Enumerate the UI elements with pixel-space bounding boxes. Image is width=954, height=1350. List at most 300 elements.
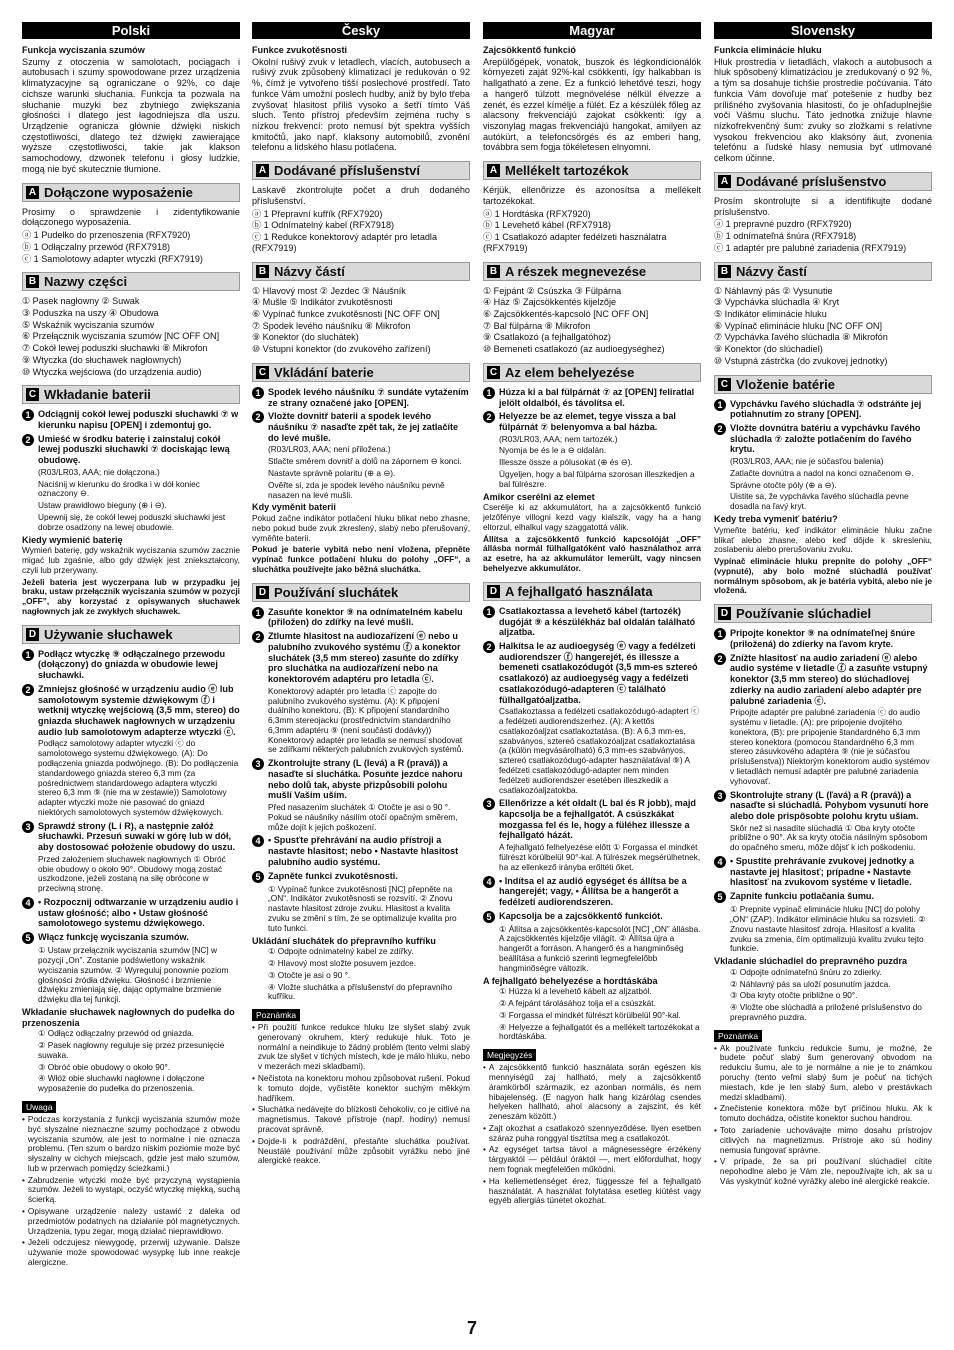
section-letter-icon: A — [487, 164, 500, 177]
bullet-icon: • — [714, 1156, 717, 1167]
usage-note: ① Ustaw przełącznik wyciszania szumów [NC] w pozycji „On”. Zostanie podświetlony wskaźnik wyciszania szumów. ② Wyreguluj ponownie poziom głośności źródła dźwięku. Głośność i brzmienie dźwięku zmieniają się, dając optymalne brzmienie dźwięku dla tej funkcji. — [38, 945, 229, 1005]
step-text: • Indítsa el az audió egységet és állítsa be a hangerejét; vagy, • Állítsa be a hangerőt a fedélzeti audiorendszeren. — [499, 875, 687, 907]
bullet-icon: • — [252, 1135, 255, 1146]
section-letter-icon: D — [718, 607, 731, 620]
section-letter-icon: A — [26, 186, 39, 199]
section-title: Używanie słuchawek — [44, 626, 173, 642]
part-name-item: ⑦ Spodek levého náušníku ⑧ Mikrofon — [252, 320, 411, 331]
step-number-icon: 2 — [22, 684, 34, 696]
battery-note: Správne otočte póly (⊕ a ⊖). — [730, 479, 837, 490]
battery-step — [483, 387, 701, 408]
usage-note: ① Vypínač funkce zvukotěsnosti [NC] přepněte na „ON“. Indikátor zvukotěsnosti se rozsvítí. ② Znovu nastavte hlasitost zdroje zvuku. Hlasitost a kvalita zvuku se změní s tím, že se optimalizuje kvalita pro tuto funkci. — [268, 883, 457, 933]
replace-title: Kedy treba vymeniť batériu? — [714, 514, 838, 525]
battery-note: (R03/LR03, AAA; nie dołączona.) — [38, 466, 160, 477]
step-text: Ellenőrizze a két oldalt (L bal és R jobb), majd kapcsolja be a fejhallgatót. A csúszkákat mozgassa fel és le, hogy a füléhez illessze a fejhallgató házát. — [499, 798, 696, 841]
usage-step — [252, 758, 470, 801]
battery-note: (R03/LR03, AAA; není přiložena.) — [268, 444, 391, 455]
section-battery — [22, 385, 240, 404]
replace-warning: Állítsa a zajcsökkentő funkció kapcsolóját „OFF” állásba normál fülhallgatóként való használathoz arra az esetre, ha az akkumulátor lemerült, vagy nincsen behelyezve akkumulátor. — [483, 533, 701, 573]
accessory-item: ⓒ 1 Samolotowy adapter wtyczki (RFX7919) — [22, 253, 203, 264]
step-number-icon: 1 — [714, 628, 726, 640]
section-title: Nazwy części — [44, 274, 128, 290]
section-battery — [483, 363, 701, 382]
step-number-icon: 1 — [483, 606, 495, 618]
accessory-item: ⓒ 1 Csatlakozó adapter fedélzeti használatra (RFX7919) — [483, 232, 667, 253]
note-bullet — [252, 1074, 470, 1103]
usage-note: Skôr než si nasadíte slúchadlá ① Oba kryty otočte približne o 90°. Ak sa kryty otočia násilným spôsobom do opačného smeru, môže dôjsť k ich poškodeniu. — [730, 822, 928, 853]
step-number-icon: 2 — [714, 653, 726, 665]
section-title: Názvy částí — [274, 263, 345, 279]
section-part-names — [483, 262, 701, 281]
part-name-item: ① Pasek nagłowny ② Suwak — [22, 296, 140, 307]
part-name-item: ⑤ Indikátor eliminácie hluku — [714, 308, 827, 319]
usage-step — [22, 649, 240, 681]
part-name-item: ⑨ Wtyczka (do słuchawek nagłownych) — [22, 354, 182, 365]
battery-step — [22, 409, 240, 430]
step-text: Húzza ki a bal fülpárnát ⑦ az [OPEN] feliratlal jelölt oldalból, és távolítsa el. — [499, 386, 695, 408]
pack-step: ② Pasek nagłowny reguluje się przez przesunięcie suwaka. — [38, 1040, 225, 1060]
section-letter-icon: C — [256, 366, 269, 379]
usage-step — [714, 891, 932, 903]
bullet-icon: • — [714, 1124, 717, 1135]
step-number-icon: 2 — [714, 423, 726, 435]
battery-note: (R03/LR03, AAA; nem tartozék.) — [499, 433, 618, 444]
part-name-item: ⑦ Cokół lewej poduszki słuchawki ⑧ Mikrofon — [22, 343, 208, 354]
accessories-intro: Prosimy o sprawdzenie i zidentyfikowanie dołączonego wyposażenia. — [22, 206, 240, 228]
step-number-icon: 5 — [252, 871, 264, 883]
part-name-item: ① Náhlavný pás ② Vysunutie — [714, 285, 833, 296]
step-text: Podłącz wtyczkę ⑨ odłączalnego przewodu (dołączony) do gniazda w obudowie lewej słuchawki. — [38, 648, 226, 681]
section-usage — [22, 625, 240, 644]
battery-note: Nastavte správně polaritu (⊕ a ⊖). — [268, 467, 396, 478]
usage-step — [22, 684, 240, 738]
battery-note: Ověřte si, zda je spodek levého náušníku pevně nasazen na levé mušli. — [268, 479, 445, 500]
step-text: • Spustite prehrávanie zvukovej jednotky a nastavte jej hlasitosť; prípadne • Nastavte hlasitosť na zvukovom systéme v lietadle. — [730, 856, 915, 888]
note-text: A zajcsökkentő funkció használata során egészen kis mennyiségű zaj hallható, mely a zajcsökkentő áramkörből származik, ez azonban normális, és nem hibajelenség. (E nagyon halk hang kizárólag csendes helyeken hallható, ahol alacsony a zajszint, és két zeneszám között.) — [488, 1062, 701, 1122]
part-name-item: ④ Mušle ⑤ Indikátor zvukotěsnosti — [252, 297, 393, 308]
part-name-item: ⑩ Wtyczka wejściowa (do urządzenia audio) — [22, 366, 202, 377]
step-number-icon: 2 — [22, 434, 34, 446]
usage-step — [22, 821, 240, 853]
step-number-icon: 1 — [22, 409, 34, 421]
note-text: V prípade, že sa pri používaní slúchadiel cítite nepohodlne alebo je Vám zle, nepoužívajte ich, ak sa u Vás vyskytnúť kožné vyrážky alebo iné alergické reakcie. — [719, 1156, 932, 1186]
note-text: Zajt okozhat a csatlakozó szennyeződése. Ilyen esetben száraz puha ronggyal tisztítsa meg a csatlakozót. — [488, 1122, 701, 1143]
noise-body: Arepülőgépek, vonatok, buszok és légkondicionálók környezeti zaját 92%-kal csökkenti, így halkabban is hallgatható a zene. Ez a funkció lehetővé teszi, hogy a hangerő túlzott megnövelése nélkül élvezze a zenét, és ezzel kímélje a fülét. Ez a készülék főleg az alacsony frekvenciájú zajokat csökkenti: így a viszonylag magas frekvenciájú hangokat, amilyen az autókürt, a telefoncsörgés és az emberi hang, továbbra sem fogja tökéletesen elnyomni. — [483, 56, 701, 153]
usage-step — [252, 631, 470, 685]
part-name-item: ⑤ Wskaźnik wyciszania szumów — [22, 319, 154, 330]
section-title: Názvy častí — [736, 263, 807, 279]
note-bullet — [22, 1115, 240, 1174]
noise-title: Zajcsökkentő funkció — [483, 45, 576, 55]
note-text: Při použití funkce redukce hluku lze slyšet slabý zvuk generovaný okruhem, který redukuje hluk. Toto je normální a neindikuje to žádný problém (tento velmi slabý zvuk lze slyšet v tichých místech, kde je málo hluku, nebo v mezerách mezi skladbami). — [257, 1022, 470, 1072]
pack-title: Vkladanie slúchadiel do prepravného puzdra — [714, 956, 908, 967]
noise-title: Funkcia eliminácie hluku — [714, 45, 822, 55]
note-text: Jeżeli odczujesz niewygodę, przerwij używanie. Dalsze używanie może spowodować wysypkę lub inne reakcje alergiczne. — [27, 1237, 240, 1267]
step-text: Odciągnij cokół lewej poduszki słuchawki ⑦ w kierunku napisu [OPEN] i zdemontuj go. — [38, 409, 239, 430]
step-text: Vložte dovnitř baterii a spodek levého náušníku ⑦ nasaďte zpět tak, že jej zatlačíte do levé mušle. — [268, 411, 459, 443]
note-text: Sluchátka nedávejte do blízkosti čehokoliv, co je citlivé na magnetismus. Takové přístroje (např. hodiny) nemusí pracovat správně. — [257, 1104, 470, 1134]
replace-warning: Vypínač eliminácie hluku prepnite do polohy „OFF“ (vypnuté), aby bolo možné slúchadlá používať normálnym spôsobom, ak je batéria vybitá, alebo nie je vložená. — [714, 556, 932, 596]
column-polski — [22, 22, 240, 1270]
usage-note: Przed założeniem słuchawek nagłownych ① Obróć obie obudowy o około 90°. Obudowy mogą zostać uszkodzone, jeżeli zostaną na siłę obrócone w przeciwną stronę. — [38, 853, 226, 894]
pack-step: ④ Helyezze a fejhallgatót és a mellékelt tartozékokat a hordtáskába. — [499, 1021, 700, 1042]
accessories-intro: Prosím skontrolujte si a identifikujte dodané príslušenstvo. — [714, 195, 932, 217]
section-title: Dodávané příslušenství — [274, 163, 420, 179]
replace-body: Wymień baterię, gdy wskaźnik wyciszania szumów zacznie migać lub zgaśnie, albo gdy dźwięk jest zniekształcony, czyli lub przerywany. — [22, 545, 240, 575]
section-part-names — [714, 262, 932, 281]
section-part-names — [252, 262, 470, 281]
step-number-icon: 2 — [252, 631, 264, 643]
section-usage — [252, 583, 470, 602]
accessory-item: ⓑ 1 Odnímatelný kabel (RFX7918) — [252, 220, 395, 231]
note-bullet — [483, 1063, 701, 1122]
usage-note: Csatlakoztassa a fedélzeti csatlakozódugó-adaptert ⓒ a fedélzeti audiorendszerhez. (A): A kettős csatlakozóaljzat csatlakoztatása. (B): A 6,3 mm-es, szabványos, sztereó csatlakozóaljzat csatlakoztatása (a (külön megvásárolható) 6,3 mm-es szabványos, sztereó csatlakozódugó-adapter használatával ⑨) A fedélzeti csatlakozódugó-adapter nem minden fedélzeti audiorendszer esetében illeszkedik a csatlakozóaljzatokba. — [499, 706, 700, 795]
accessory-item: ⓐ 1 Pudełko do przenoszenia (RFX7920) — [22, 230, 191, 241]
section-letter-icon: B — [718, 265, 731, 278]
section-letter-icon: C — [718, 378, 731, 391]
section-letter-icon: A — [718, 175, 731, 188]
note-text: Ha kellemetlenséget érez, függessze fel a fejhallgató használatát. A használat folytatása esetleg kiütést vagy egyéb allergiás tünetet okozhat. — [488, 1175, 701, 1206]
section-letter-icon: D — [256, 586, 269, 599]
battery-note: Uistite sa, že vypchávka ľavého slúchadla pevne dosadla na ľavý kryt. — [730, 491, 909, 512]
bullet-icon: • — [22, 1174, 25, 1185]
note-text: Zabrudzenie wtyczki może być przyczyną wystąpienia szumów. Jeżeli to wystąpi, oczyść wtyczkę miękką, suchą ścierką. — [27, 1174, 241, 1205]
usage-note: Podłącz samolotowy adapter wtyczki ⓒ do samolotowego systemu dźwiękowego. (A): Do podłączenia gniazda podwójnego. (B): Do podłączenia standardowego gniazda stereo 6,3 mm (za pośrednictwem standardowego adaptera wtyczki stereo 6,3 mm ⑨ (nie ma w zestawie)) Samolotowy adapter wtyczki może nie pasować do gniazd niektórych samolotowych systemów dźwiękowych. — [38, 738, 239, 817]
pack-title: Wkładanie słuchawek nagłownych do pudełka do przenoszenia — [22, 1006, 235, 1028]
section-letter-icon: D — [26, 628, 39, 641]
step-text: • Spusťte přehrávání na audio přístroji a nastavte hlasitost; nebo • Nastavte hlasitost palubního audio systému. — [268, 835, 459, 867]
step-number-icon: 4 — [714, 856, 726, 868]
usage-step — [483, 911, 701, 923]
note-text: Podczas korzystania z funkcji wyciszania szumów może być słyszalne nieznaczne szumy pochodzące z obwodu wyciszania szumów, ale jest to normalne i nie oznacza problemu. (Ten szum o bardzo niskim poziomie może być słyszalny w cichych miejscach, gdzie jest mało szumów, lub w przerwach pomiędzy ścieżkami.) — [27, 1113, 240, 1173]
section-title: A részek megnevezése — [505, 263, 647, 279]
battery-note: Ustaw prawidłowo bieguny (⊕ i ⊖). — [38, 500, 167, 511]
step-number-icon: 1 — [714, 399, 726, 411]
note-bullet — [252, 1137, 470, 1166]
language-header: Slovensky — [714, 22, 932, 39]
pack-step: ② Hlavový most složte posuvem jezdce. — [268, 958, 417, 968]
section-letter-icon: A — [256, 164, 269, 177]
bullet-icon: • — [714, 1042, 717, 1053]
part-name-item: ⑥ Zajcsökkentés-kapcsoló [NC OFF ON] — [483, 308, 649, 319]
usage-step — [483, 876, 701, 908]
step-text: • Rozpocznij odtwarzanie w urządzeniu audio i ustaw głośność; albo • Ustaw głośność samolotowego systemu dźwiękowego. — [38, 897, 239, 929]
step-text: Kapcsolja be a zajcsökkentő funkciót. — [499, 910, 663, 921]
pack-step: ① Odpojte odnímateľnú šnúru zo zdierky. — [730, 966, 882, 977]
section-letter-icon: B — [487, 265, 500, 278]
replace-body: Pokud začne indikátor potlačení hluku blikat nebo zhasne, nebo pokud bude zvuk zkreslený, slabý nebo přerušovaný, vyměňte baterii. — [252, 513, 470, 543]
usage-step — [714, 628, 932, 649]
part-name-item: ⑩ Bemeneti csatlakozó (az audioegységhez) — [483, 344, 665, 355]
part-name-item: ⑥ Przełącznik wyciszania szumów [NC OFF ON] — [22, 331, 220, 342]
section-title: A fejhallgató használata — [505, 583, 653, 599]
step-text: Vypchávku ľavého slúchadla ⑦ odstráňte jej potiahnutím zo strany [OPEN]. — [730, 398, 922, 420]
usage-note: ① Állítsa a zajcsökkentés-kapcsolót [NC] „ON” állásba. A zajcsökkentés kijelzője világít. ② Állítsa újra a hangerőt a forráson. A hangerő és a hangminőség beállítása a funkció szerinti legmegfelelőbb hangminőségre változik. — [499, 923, 701, 973]
section-letter-icon: C — [487, 366, 500, 379]
battery-note: Upewnij się, że cokół lewej poduszki słuchawki jest dobrze osadzony na lewej obudowie. — [38, 511, 226, 532]
usage-step — [22, 932, 240, 944]
note-text: Ak používate funkciu redukcie šumu, je možné, že budete počuť slabý šum generovaný obvodom na redukciu šumu, ale to je normálne a nie je to známkou poruchy (tento veľmi slabý šum je počuť na tichých miestach, kde je len slabý šum, alebo v prestávkach medzi skladbami). — [719, 1042, 932, 1102]
step-text: Włącz funkcję wyciszania szumów. — [38, 932, 189, 943]
usage-note: Pripojte adaptér pre palubné zariadenia ⓒ do audio systému v lietadle. (A): pre pripojenie dvojitého konektora, (B): pre pripojenie štandardného 6,3 mm stereo konektora (pomocou štandardného 6,3 mm stereo zásuvkového adaptéra ⑨ (nie je súčasťou príslušenstva)) Niektorým konektorom audio systémov v lietadlách nemusí adaptér pre palubné zariadenia vyhovovať. — [730, 707, 930, 786]
accessory-item: ⓐ 1 Hordtáska (RFX7920) — [483, 208, 591, 219]
usage-note: A fejhallgató felhelyezése előtt ① Forgassa el mindkét fülrészt körülbelül 90°-kal. A fülrészek megsérülhetnek, ha az ellenkező irányba erőltéti őket. — [499, 842, 701, 872]
column-slovensky — [714, 22, 932, 1189]
step-number-icon: 2 — [252, 411, 264, 423]
part-name-item: ⑦ Bal fülpárna ⑧ Mikrofon — [483, 320, 591, 331]
step-number-icon: 2 — [483, 641, 495, 653]
section-title: Dołączone wyposażenie — [44, 184, 193, 200]
step-text: Skontrolujte strany (L (ľavá) a R (pravá)) a nasaďte si slúchadlá. Pohybom vysunutí hore alebo dole prispôsobte polohu krytu ušiam. — [730, 789, 929, 821]
pack-step: ① Odłącz odłączalny przewód od gniazda. — [38, 1028, 194, 1039]
battery-step — [714, 423, 932, 455]
noise-body: Okolní rušivý zvuk v letadlech, vlacích, autobusech a rušivý zvuk způsobený klimatizací je redukován o 92 %, čímž je vytvořeno tišší poslechové prostředí. Tato funkce Vám umožní poslech hudby, aniž by bylo třeba zvyšovat hlasitost příliš vysoko a šetří tímto Váš sluch. Tento přístroj především zejména ruchy s nízkou frekvencí: proto nemusí být spektra vyšších kmitočtů, jako např. klaksony automobilů, zvonění telefonu a lidského hlasu potlačena. — [252, 56, 470, 153]
battery-note: Zatlačte dovnútra a nadol na konci označenom ⊖. — [730, 467, 914, 478]
step-number-icon: 1 — [252, 607, 264, 619]
section-letter-icon: B — [256, 265, 269, 278]
note-bullet — [714, 1044, 932, 1103]
accessories-intro: Laskavě zkontrolujte počet a druh dodaného příslušenství. — [252, 185, 470, 206]
section-title: Vloženie batérie — [736, 376, 835, 392]
language-header: Česky — [252, 22, 470, 39]
note-tag: Poznámka — [252, 1009, 300, 1021]
language-header: Magyar — [483, 22, 701, 39]
part-name-item: ⑦ Vypchávka ľavého slúchadla ⑧ Mikrofón — [714, 332, 888, 343]
accessory-item: ⓑ 1 odnímateľná šnúra (RFX7918) — [714, 231, 857, 242]
step-number-icon: 5 — [22, 932, 34, 944]
pack-step: ③ Otočte je asi o 90 °. — [268, 969, 351, 980]
section-battery — [252, 363, 470, 382]
section-title: Používání sluchátek — [274, 584, 399, 600]
step-number-icon: 3 — [252, 758, 264, 770]
note-tag: Poznámka — [714, 1030, 762, 1042]
section-title: Az elem behelyezése — [505, 364, 635, 380]
step-text: Zmniejsz głośność w urządzeniu audio ⓔ lub samolotowym systemie dźwiękowym ⓕ i wetknij wtyczkę wejściową (3,5 mm, stereo) do gniazda słuchawek nagłownych w urządzeniu audio lub samolotowym adapterze wtyczki ⓒ. — [38, 683, 240, 737]
part-name-item: ⑨ Csatlakozó (a fejhallgatóhoz) — [483, 332, 611, 343]
pack-step: ③ Oba kryty otočte približne o 90°. — [730, 990, 858, 1001]
part-name-item: ③ Poduszka na uszy ④ Obudowa — [22, 307, 159, 318]
part-name-item: ⑩ Vstupní konektor (do zvukového zařízení) — [252, 344, 431, 355]
accessory-item: ⓒ 1 Redukce konektorový adaptér pro letadla (RFX7919) — [252, 232, 438, 253]
replace-title: Kiedy wymienić baterię — [22, 534, 123, 545]
step-text: Ztlumte hlasitost na audiozařízení ⓔ nebo u palubního zvukového systému ⓕ a konektor sluchátek (3,5 mm stereo) zasuňte do zdířky pro sluchátka na audiozařízení nebo na konektorovém adaptéru pro letadla ⓒ. — [268, 631, 461, 685]
part-name-item: ① Fejpánt ② Csúszka ③ Fülpárna — [483, 285, 622, 296]
language-header: Polski — [22, 22, 240, 39]
usage-note: Před nasazením sluchátek ① Otočte je asi o 90 °. Pokud se náušníky násilím otočí opačným směrem, může dojít k jejich poškození. — [268, 802, 458, 832]
note-bullet — [252, 1023, 470, 1072]
step-number-icon: 4 — [252, 835, 264, 847]
step-number-icon: 5 — [483, 911, 495, 923]
battery-note: (R03/LR03, AAA; nie je súčasťou balenia) — [730, 456, 884, 467]
usage-step — [483, 606, 701, 638]
step-number-icon: 2 — [483, 411, 495, 423]
bullet-icon: • — [252, 1022, 255, 1033]
section-accessories — [22, 183, 240, 202]
note-bullet — [483, 1124, 701, 1144]
note-bullet — [483, 1145, 701, 1174]
battery-step — [252, 411, 470, 443]
section-title: Vkládání baterie — [274, 364, 374, 380]
step-text: Zasuňte konektor ⑨ na odnímatelném kabelu (přiložen) do zdířky na levé mušli. — [268, 606, 463, 628]
step-text: Umieść w środku baterię i zainstaluj cokół lewej poduszki słuchawki ⑦ dociskając lewą obudowę. — [38, 433, 230, 466]
bullet-icon: • — [714, 1103, 717, 1114]
note-bullet — [252, 1105, 470, 1134]
pack-step: ② Náhlavný pás sa uloží posunutím jazdca. — [730, 978, 891, 989]
section-usage — [714, 604, 932, 623]
step-number-icon: 1 — [22, 649, 34, 661]
note-text: Az egységet tartsa távol a mágnesességre érzékeny tárgyaktól — például óráktól —, mert előfordulhat, hogy nem fognak megfelelően működni. — [488, 1144, 701, 1175]
section-battery — [714, 375, 932, 394]
step-text: Znížte hlasitosť na audio zariadení ⓔ alebo audio systéme v lietadle ⓕ a zasuňte vstupný konektor (3,5 mm stereo) do slúchadlovej zdierky na audio zariadení alebo adaptér pre palubné zariadenia ⓒ. — [730, 652, 928, 706]
usage-step — [252, 835, 470, 867]
usage-step — [714, 856, 932, 888]
accessory-item: ⓐ 1 prepravné puzdro (RFX7920) — [714, 219, 852, 230]
battery-note: Nyomja be és le a ⊖ oldalán. — [499, 445, 607, 456]
section-title: Mellékelt tartozékok — [505, 163, 629, 179]
step-text: Zkontrolujte strany (L (levá) a R (pravá)) a nasaďte si sluchátka. Posuňte jezdce nahoru nebo dolů tak, abyste přizpůsobili polohu mušlí Vašim uším. — [268, 758, 463, 801]
part-name-item: ⑨ Konektor (do sluchátek) — [252, 332, 359, 343]
accessory-item: ⓑ 1 Odłączalny przewód (RFX7918) — [22, 241, 171, 252]
bullet-icon: • — [252, 1104, 255, 1115]
noise-body: Hluk prostredia v lietadlách, vlakoch a autobusoch a hluk spôsobený klimatizáciou je zredukovaný o 92 %, a tým sa dosahuje tichšie prostredie počúvania. Táto funkcia Vám dovoľuje mať potešenie z hudby bez prílišného zvyšovania hlasitosti, čo je ohľaduplnejšie voči Vášmu sluchu. Táto jednotka znižuje hlavne nízkofrekvenčný šum: zvuky so zložkami s relatívne vysokou frekvenciou ako klaksóny áut, zvonenia telefónu a ľudské hlasy nemusia byť utlmované celkom účinne. — [714, 56, 932, 164]
step-text: Pripojte konektor ⑨ na odnímateľnej šnúre (priložená) do zdierky na ľavom kryte. — [730, 628, 916, 649]
section-title: Wkładanie baterii — [44, 387, 151, 403]
section-letter-icon: C — [26, 388, 39, 401]
usage-step — [483, 641, 701, 705]
note-text: Znečistenie konektora môže byť príčinou hluku. Ak k tomuto dochádza, očistite konektor suchou handrou. — [719, 1103, 932, 1124]
usage-step — [714, 790, 932, 822]
bullet-icon: • — [252, 1073, 255, 1084]
note-bullet — [714, 1126, 932, 1155]
battery-note: Illessze össze a pólusokat (⊕ és ⊖). — [499, 457, 633, 468]
section-letter-icon: D — [487, 585, 500, 598]
bullet-icon: • — [22, 1113, 25, 1124]
step-number-icon: 5 — [714, 891, 726, 903]
replace-body: Cserélje ki az akkumulátort, ha a zajcsökkentő funkció jelzőfénye villogni kezd vagy kialszik, vagy ha a hang eltorzul, elhalkul vagy szaggatottá válik. — [483, 502, 701, 532]
step-text: Vložte dovnútra batériu a vypchávku ľavého slúchadla ⑦ založte potlačením do ľavého krytu. — [730, 422, 921, 455]
part-name-item: ⑨ Konektor (do slúchadiel) — [714, 344, 823, 355]
pack-title: Ukládání sluchátek do přepravního kufříku — [252, 935, 436, 946]
replace-title: Amikor cserélni az elemet — [483, 491, 595, 502]
note-text: Dojde-li k podráždění, přestaňte sluchátka používat. Neustálé používání může způsobit vyrážku nebo jiné alergické reakce. — [257, 1135, 470, 1166]
bullet-icon: • — [483, 1175, 486, 1186]
battery-note: Naciśnij w kierunku do środka i w dół koniec oznaczony ⊖. — [38, 478, 200, 499]
step-text: Sprawdź strony (L i R), a następnie załóż słuchawki. Przesuń suwaki w górę lub w dół, aby dostosować położenie obudowy do uszu. — [38, 820, 236, 853]
usage-note: Konektorový adaptér pro letadla ⓒ zapojte do palubního zvukového systému. (A): K připojení duálního konektoru, (B): K připojení standardního 6,3mm stereojacku (prostřednictvím standardního 6,3mm adaptéru ⑨ (není součástí dodávky)) Konektorový adaptér pro letadla se nemusí shodovat se zdířkami některých palubních zvukových systémů. — [268, 685, 464, 755]
battery-step — [483, 411, 701, 432]
step-number-icon: 4 — [483, 876, 495, 888]
pack-step: ③ Obróć obie obudowy o około 90°. — [38, 1061, 171, 1072]
pack-step: ④ Vložte sluchátka a příslušenství do přepravního kufříku. — [268, 981, 453, 1002]
step-text: Helyezze be az elemet, tegye vissza a bal fülpárnát ⑦ belenyomva a bal házba. — [499, 411, 676, 432]
section-part-names — [22, 272, 240, 291]
accessory-item: ⓐ 1 Přepravní kufřík (RFX7920) — [252, 208, 383, 219]
note-bullet — [483, 1177, 701, 1206]
part-name-item: ③ Vypchávka slúchadla ④ Kryt — [714, 297, 840, 308]
usage-step — [483, 798, 701, 841]
step-text: Zapnite funkciu potlačania šumu. — [730, 891, 875, 902]
step-number-icon: 3 — [714, 790, 726, 802]
step-text: Halkítsa le az audioegység ⓔ vagy a fedélzeti audiorendszer ⓕ hangerejét, és illessze a bemeneti csatlakozódugót (3,5 mm-es sztereó csatlakozó) az audioegység vagy a fedélzeti csatlakozódugó-adapteren ⓒ található fülhallgatóaljzatba. — [499, 640, 698, 705]
step-text: Zapněte funkci zvukotěsnosti. — [268, 870, 398, 881]
replace-body: Vymeňte batériu, keď indikátor eliminácie hluku začne blikať alebo zhasne, alebo keď dôjde k skresleniu, zoslabeniu alebo prerušovaniu zvuku. — [714, 524, 932, 555]
bullet-icon: • — [22, 1206, 25, 1217]
note-bullet — [22, 1207, 240, 1236]
bullet-icon: • — [483, 1144, 486, 1155]
bullet-icon: • — [483, 1122, 486, 1133]
step-text: Csatlakoztassa a levehető kábel (tartozék) dugóját ⑨ a készülékház bal oldalán található aljzatba. — [499, 605, 696, 638]
accessory-item: ⓒ 1 adaptér pre palubné zariadenia (RFX7919) — [714, 242, 907, 253]
column-magyar — [483, 22, 701, 1208]
pack-title: A fejhallgató behelyezése a hordtáskába — [483, 975, 658, 986]
replace-warning: Pokud je baterie vybitá nebo není vložena, přepněte vypínač funkce potlačení hluku do polohy „OFF“, a sluchátka používejte jako běžná sluchátka. — [252, 544, 470, 574]
pack-step: ① Húzza ki a levehető kábelt az aljzatból. — [499, 986, 652, 997]
noise-title: Funkce zvukotěsnosti — [252, 45, 348, 55]
noise-body: Szumy z otoczenia w samolotach, pociągach i autobusach i szumy spowodowane przez urządzenia klimatyzacyjne są ograniczane o 92%, co daje cichsze warunki słuchania. Funkcja ta pozwala na słuchanie muzyki bez zbytniego zwiększania głośności i dlatego jest łagodniejsza dla uszu. Urządzenie ogranicza głównie dźwięki niskich częstotliwości, dlatego też dźwięki zawierające wyższe częstotliwości, takie jak klakson samochodowy, dzwonek telefonu i głosy ludzkie, mogą nie być skutecznie tłumione. — [22, 56, 240, 174]
note-text: Nečistota na konektoru mohou způsobovat rušení. Pokud k tomuto dojde, vyčistěte konektor suchým měkkým hadříkem. — [257, 1073, 470, 1103]
step-number-icon: 3 — [483, 798, 495, 810]
step-number-icon: 3 — [22, 821, 34, 833]
section-accessories — [714, 172, 932, 191]
section-letter-icon: B — [26, 275, 39, 288]
noise-title: Funkcja wyciszania szumów — [22, 45, 145, 55]
usage-step — [714, 653, 932, 707]
battery-step — [714, 399, 932, 420]
part-name-item: ⑥ Vypínač eliminácie hluku [NC OFF ON] — [714, 320, 883, 331]
note-bullet — [22, 1238, 240, 1267]
usage-step — [22, 897, 240, 929]
step-number-icon: 4 — [22, 897, 34, 909]
note-bullet — [22, 1176, 240, 1205]
section-usage — [483, 582, 701, 601]
accessory-item: ⓑ 1 Levehető kábel (RFX7918) — [483, 220, 611, 231]
section-accessories — [483, 161, 701, 180]
part-name-item: ④ Ház ⑤ Zajcsökkentés kijelzője — [483, 297, 617, 308]
battery-step — [252, 387, 470, 408]
note-text: Opisywane urządzenie należy ustawić z daleka od przedmiotów podatnych na działanie pól magnetycznych. Urządzenia, typu zegar, mogą działać nieprawidłowo. — [27, 1206, 240, 1236]
step-number-icon: 1 — [252, 387, 264, 399]
usage-step — [252, 871, 470, 883]
section-accessories — [252, 161, 470, 180]
battery-step — [22, 434, 240, 466]
note-bullet — [714, 1104, 932, 1124]
pack-step: ④ Vložte obe slúchadlá a priložené príslušenstvo do prepravného puzdra. — [730, 1002, 922, 1022]
pack-step: ① Odpojte odnímatelný kabel ze zdířky. — [268, 946, 414, 957]
battery-note: Ügyeljen, hogy a bal fülpárna szorosan illeszkedjen a bal fülrészre. — [499, 469, 695, 489]
bullet-icon: • — [22, 1237, 25, 1248]
usage-step — [252, 607, 470, 628]
replace-title: Kdy vyměnit baterii — [252, 502, 336, 513]
replace-warning: Jeżeli bateria jest wyczerpana lub w przypadku jej braku, ustaw przełącznik wyciszania szumów w pozycji „OFF”, aby korzystać z opisywanych słuchawek nagłownych jak ze zwykłych słuchawek. — [22, 576, 240, 616]
pack-step: ③ Forgassa el mindkét fülrészt körülbelül 90°-kal. — [499, 1009, 681, 1020]
battery-note: Stlačte směrem dovnitř a dolů na zápornem ⊖ konci. — [268, 456, 462, 467]
part-name-item: ⑥ Vypínač funkce zvukotěsnosti [NC OFF ON] — [252, 308, 440, 319]
pack-step: ② A fejpánt tárolásához tolja el a csúszkát. — [499, 998, 656, 1009]
step-text: Spodek levého náušníku ⑦ sundáte vytažením ze strany označené jako [OPEN]. — [268, 386, 469, 408]
pack-step: ④ Włóż obie słuchawki nagłowne i dołączone wyposażenie do pudełka do przenoszenia. — [38, 1073, 205, 1094]
page-number: 7 — [467, 1318, 478, 1338]
section-title: Dodávané príslušenstvo — [736, 173, 887, 189]
part-name-item: ① Hlavový most ② Jezdec ③ Náušník — [252, 285, 406, 296]
accessories-intro: Kérjük, ellenőrizze és azonosítsa a mellékelt tartozékokat. — [483, 185, 701, 206]
usage-note: ① Prepnite vypínač eliminácie hluku [NC] do polohy „ON“ (ZAP). Indikátor eliminácie hluku sa rozsvieti. ② Znovu nastavte hlasitosť zdroja. Hlasitosť a kvalita zvuku sa zmenia, čím optimalizujú kvalitu zvuku tejto funkcie. — [730, 904, 926, 954]
step-number-icon: 1 — [483, 387, 495, 399]
column-cesky — [252, 22, 470, 1168]
bullet-icon: • — [483, 1062, 486, 1073]
section-title: Používanie slúchadiel — [736, 606, 872, 622]
note-tag: Megjegyzés — [483, 1049, 536, 1061]
note-text: Toto zariadenie uchovávajte mimo dosahu prístrojov citlivých na magnetizmus. Prístroje ako sú hodiny nemusia fungovať správne. — [719, 1124, 932, 1155]
